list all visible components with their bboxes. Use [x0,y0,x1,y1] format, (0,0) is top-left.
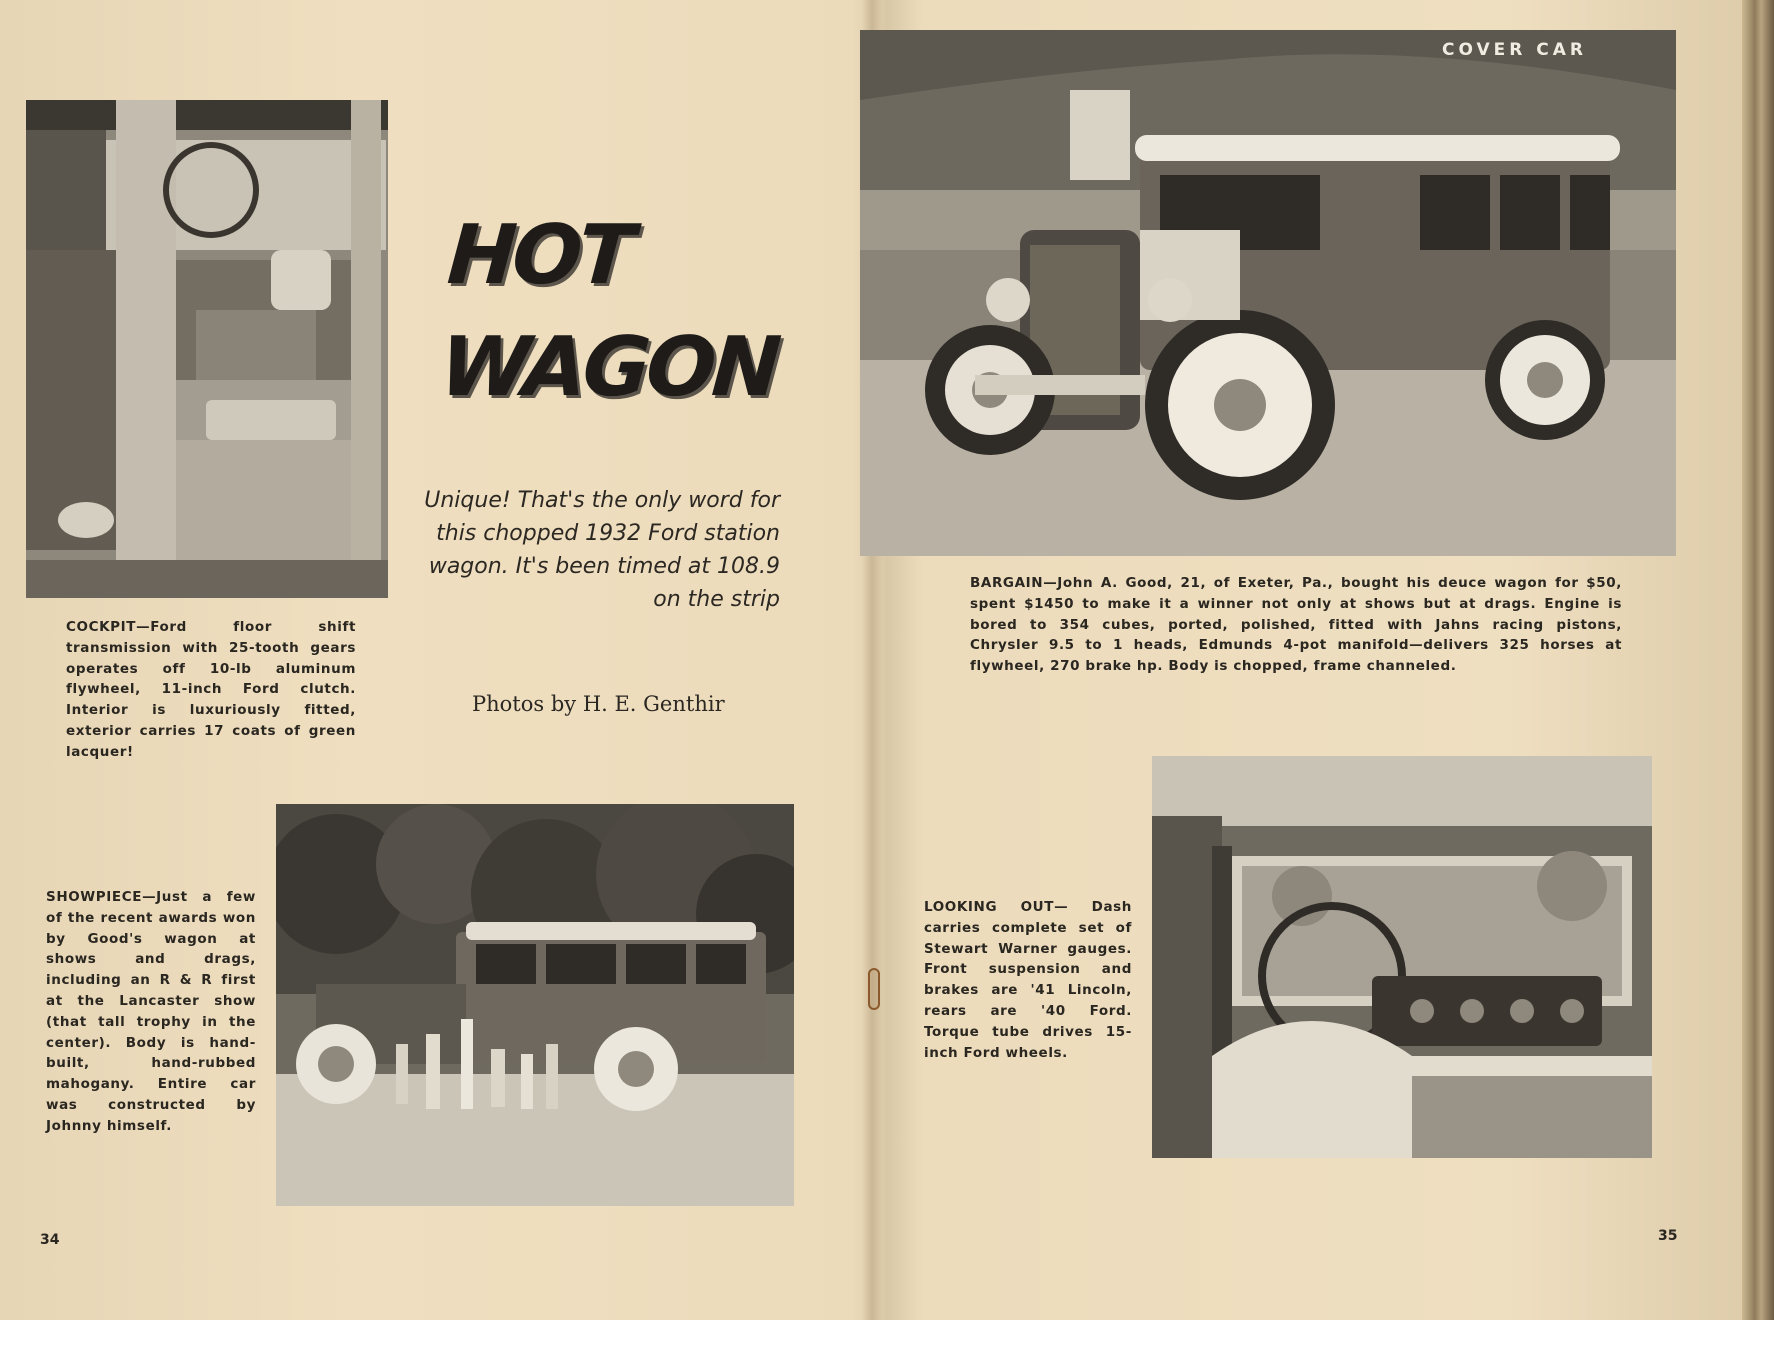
showpiece-caption-label: SHOWPIECE [46,889,143,905]
title-line-1: HOT [444,208,634,303]
looking-out-photo [1152,756,1652,1158]
showpiece-caption-text: —Just a few of the recent awards won by Good's wagon at shows and drags, including an R & R first at the Lancaster show (that tall trophy in the center). Body is hand-built, hand-rubbed mahogany. Entire car was constructed by Johnny himself. [46,889,256,1134]
cockpit-caption [66,617,356,763]
cockpit-photo [26,100,388,598]
showpiece-caption [46,887,256,1137]
looking-out-caption [924,897,1132,1063]
staple-bottom [868,968,880,1010]
bargain-caption [970,573,1622,677]
cockpit-caption-text: —Ford floor shift transmission with 25-tooth gears operates off 10-lb aluminum flywheel, 11-inch Ford clutch. Interior is luxuriously fitted, exterior carries 17 coats of green lacquer! [66,619,356,760]
page-number-right: 35 [1658,1228,1678,1244]
article-subtitle: Unique! That's the only word for this chopped 1932 Ford station wagon. It's been timed at 108.9 on the strip [424,488,780,612]
bargain-photo [860,30,1676,556]
bargain-caption-text: —John A. Good, 21, of Exeter, Pa., bought his deuce wagon for $50, spent $1450 to make it a winner not only at shows but at drags. Engine is bored to 354 cubes, ported, polished, fitted with Jahns racing pistons, Chrysler 9.5 to 1 heads, Edmunds 4-pot manifold—delivers 325 horses at flywheel, 270 brake hp. Body is chopped, frame channeled. [970,575,1622,675]
page-number-left: 34 [40,1232,60,1248]
section-tag: COVER CAR [1442,40,1587,60]
cockpit-caption-label: COCKPIT [66,619,137,635]
article-title [436,200,782,424]
photo-credit: Photos by H. E. Genthir [472,692,725,716]
looking-out-caption-text: — Dash carries complete set of Stewart Warner gauges. Front suspension and brakes are '41 Lincoln, rears are '40 Ford. Torque tube drives 15-inch Ford wheels. [924,899,1132,1061]
bargain-caption-label: BARGAIN [970,575,1044,591]
looking-out-caption-label: LOOKING OUT [924,899,1055,915]
title-line-2: WAGON [436,320,781,415]
page-stack-edge [1742,0,1774,1320]
showpiece-photo [276,804,794,1206]
